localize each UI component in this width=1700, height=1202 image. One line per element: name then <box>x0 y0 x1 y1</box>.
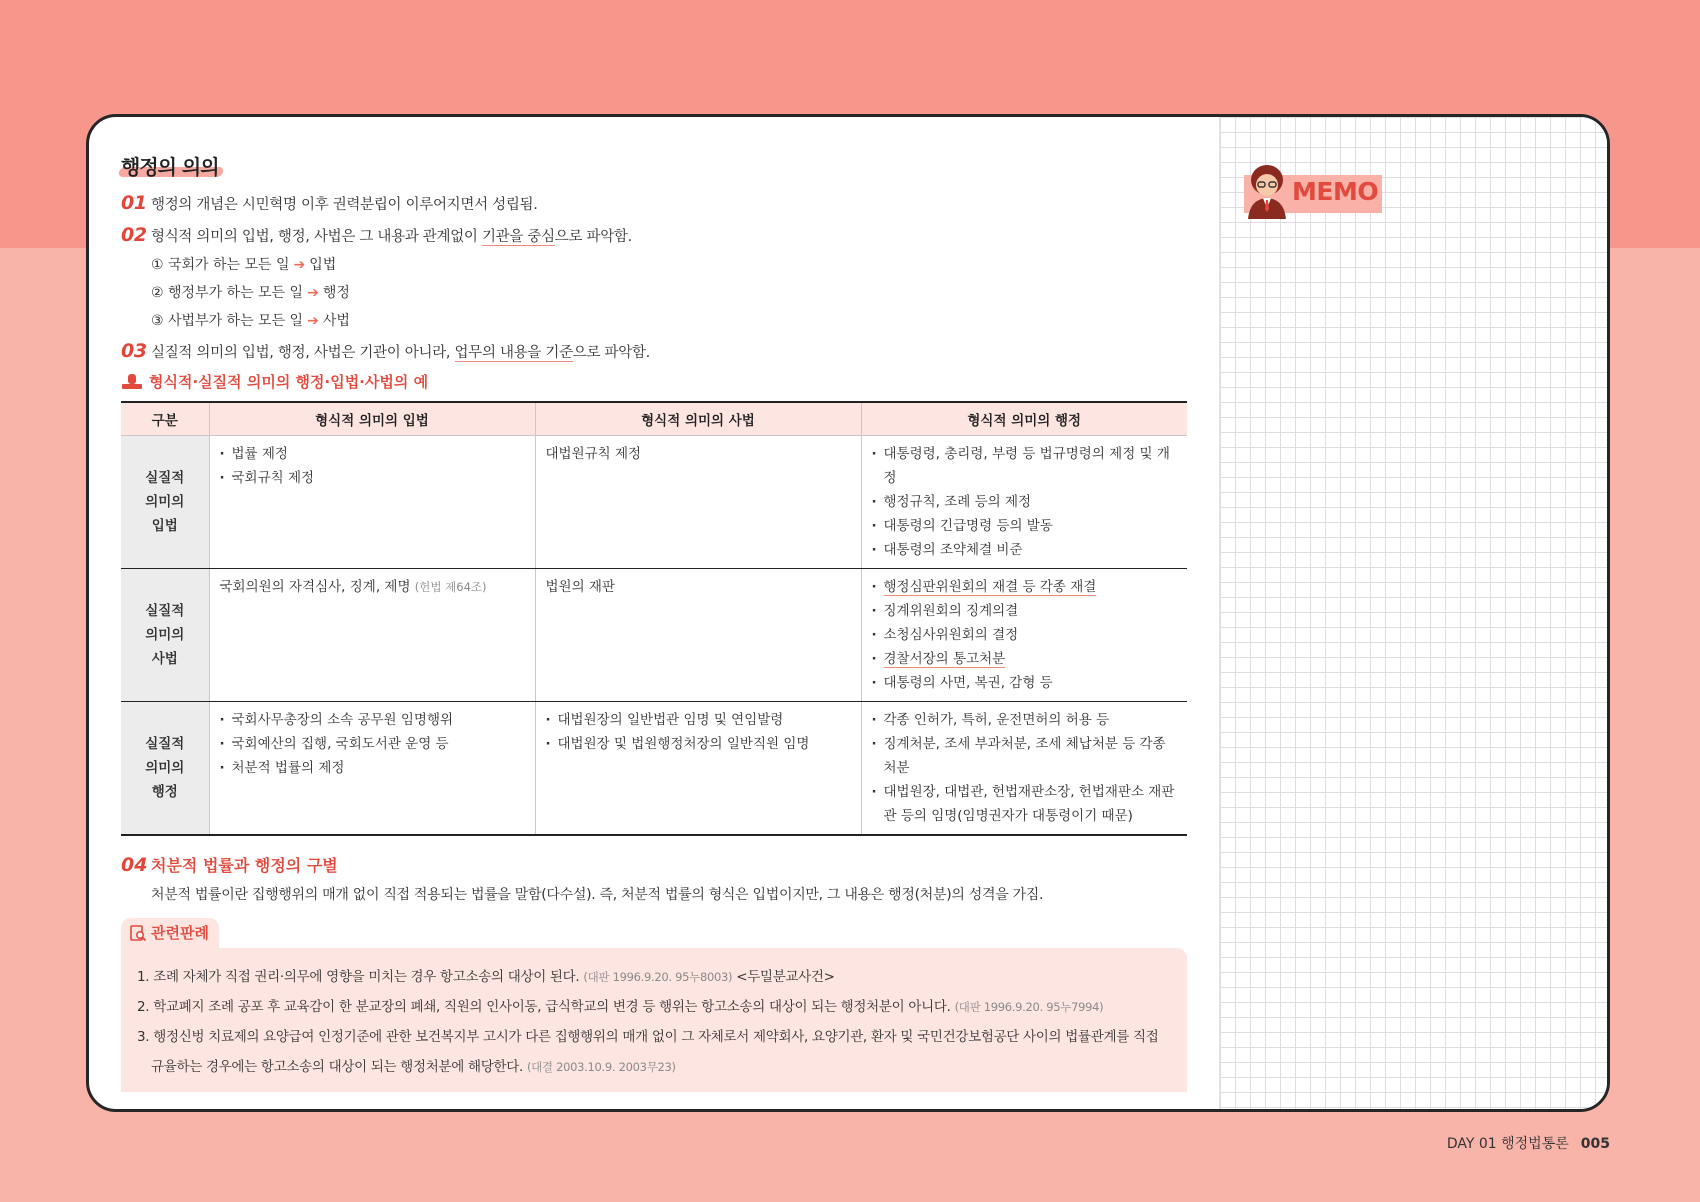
list-item: · 행정규칙, 조례 등의 제정 <box>872 490 1178 514</box>
arrow-right-icon: ➔ <box>307 313 319 329</box>
item-01: 01 행정의 개념은 시민혁명 이후 권력분립이 이루어지면서 성립됨. <box>121 187 1189 219</box>
case-citation: (대판 1996.9.20. 95누8003) <box>583 970 733 984</box>
sub-item-3: ③ 사법부가 하는 모든 일 ➔ 사법 <box>151 313 350 329</box>
list-item: · 대법원장, 대법관, 헌법재판소장, 헌법재판소 재판관 등의 임명(임명권자가 대통령이기 때문) <box>872 780 1178 828</box>
memo-grid-pane <box>1219 117 1610 1109</box>
list-item: · 징계위원회의 징계의결 <box>872 599 1178 623</box>
businessman-avatar-icon <box>1244 163 1290 219</box>
table-header: 형식적 의미의 행정 <box>861 402 1187 436</box>
list-item: · 대통령령, 총리령, 부령 등 법규명령의 제정 및 개정 <box>872 442 1178 490</box>
section-title: 행정의 의의 <box>121 151 1189 181</box>
list-item: · 행정심판위원회의 재결 등 각종 재결 <box>872 575 1178 599</box>
page-number: 005 <box>1580 1136 1610 1152</box>
table-row <box>121 436 1187 569</box>
table-row <box>121 702 1187 836</box>
section-04-body: 처분적 법률이란 집행행위의 매개 없이 직접 적용되는 법률을 말함(다수설). 즉, 처분적 법률의 형식은 입법이지만, 그 내용은 행정(처분)의 성격을 가짐. <box>151 887 1044 903</box>
arrow-right-icon: ➔ <box>307 285 319 301</box>
list-item: · 각종 인허가, 특허, 운전면허의 허용 등 <box>872 708 1178 732</box>
table-cell <box>209 702 535 836</box>
table-cell: 대법원규칙 제정 <box>535 436 861 569</box>
stamp-icon <box>121 372 143 390</box>
list-item: · 대법원장 및 법원행정처장의 일반직원 임명 <box>546 732 851 756</box>
memo-label: MEMO <box>1292 177 1379 206</box>
underlined-keyword: 기관을 중심 <box>481 229 555 245</box>
related-cases-tab: 관련판례 <box>121 918 219 948</box>
item-02: 02 형식적 의미의 입법, 행정, 사법은 그 내용과 관계없이 기관을 중심으로 파악함. <box>121 219 1189 251</box>
table-cell <box>535 702 861 836</box>
underlined-keyword: 업무의 내용을 기준 <box>454 345 573 361</box>
section-04-title: 04 처분적 법률과 행정의 구별 <box>121 850 1189 880</box>
item-number: 04 <box>121 854 148 876</box>
row-head: 실질적 의미의 행정 <box>121 702 209 836</box>
table-cell <box>861 436 1187 569</box>
page-footer <box>1447 1133 1610 1153</box>
table-header: 형식적 의미의 사법 <box>535 402 861 436</box>
table-row <box>121 569 1187 702</box>
list-item: · 국회규칙 제정 <box>220 466 525 490</box>
list-item: · 처분적 법률의 제정 <box>220 756 525 780</box>
table-header: 구분 <box>121 402 209 436</box>
item-number: 01 <box>121 192 147 214</box>
example-heading: 형식적·실질적 의미의 행정·입법·사법의 예 <box>121 367 1189 397</box>
row-head: 실질적 의미의 입법 <box>121 436 209 569</box>
list-item: · 경찰서장의 통고처분 <box>872 647 1178 671</box>
table-cell <box>861 702 1187 836</box>
comparison-table <box>121 401 1187 836</box>
list-item: · 법률 제정 <box>220 442 525 466</box>
table-header: 형식적 의미의 입법 <box>209 402 535 436</box>
item-number: 02 <box>121 224 147 246</box>
list-item: · 대법원장의 일반법관 임명 및 연임발령 <box>546 708 851 732</box>
page-card <box>86 114 1610 1112</box>
list-item: · 국회예산의 집행, 국회도서관 운영 등 <box>220 732 525 756</box>
case-citation: (대판 1996.9.20. 95누7994) <box>954 1000 1104 1014</box>
list-item: · 대통령의 조약체결 비준 <box>872 538 1178 562</box>
item-03: 03 실질적 의미의 입법, 행정, 사법은 기관이 아니라, 업무의 내용을 기준으로 파악함. <box>121 335 1189 367</box>
related-cases-box <box>121 948 1187 1092</box>
sub-item-2: ② 행정부가 하는 모든 일 ➔ 행정 <box>151 285 350 301</box>
table-cell: 국회의원의 자격심사, 징계, 제명 (헌법 제64조) <box>209 569 535 702</box>
row-head: 실질적 의미의 사법 <box>121 569 209 702</box>
case-item: 3. 행정신벙 치료제의 요양급여 인정기준에 관한 보건복지부 고시가 다른 집행행위의 매개 없이 그 자체로서 제약회사, 요양기관, 환자 및 국민건강보험공단 사이의 법률관계를 직접 규율하는 경우에는 항고소송의 대상이 되는 행정처분에 해당한다. (대결 2003.10.9. 2003무23) <box>137 1029 1159 1075</box>
list-item: · 대통령의 긴급명령 등의 발동 <box>872 514 1178 538</box>
item-number: 03 <box>121 340 147 362</box>
table-cell <box>209 436 535 569</box>
sub-item-1: ① 국회가 하는 모든 일 ➔ 입법 <box>151 257 337 273</box>
table-cell <box>861 569 1187 702</box>
list-item: · 대통령의 사면, 복권, 감형 등 <box>872 671 1178 695</box>
main-content <box>121 151 1189 1092</box>
case-citation: (대결 2003.10.9. 2003무23) <box>526 1060 676 1074</box>
arrow-right-icon: ➔ <box>293 257 306 273</box>
law-reference: (헌법 제64조) <box>414 580 487 594</box>
document-search-icon <box>129 924 147 942</box>
list-item: · 징계처분, 조세 부과처분, 조세 체납처분 등 각종 처분 <box>872 732 1178 780</box>
table-header-row <box>121 402 1187 436</box>
list-item: · 국회사무총장의 소속 공무원 임명행위 <box>220 708 525 732</box>
list-item: · 소청심사위원회의 결정 <box>872 623 1178 647</box>
case-item: 2. 학교폐지 조례 공포 후 교육감이 한 분교장의 폐쇄, 직원의 인사이동, 급식학교의 변경 등 행위는 항고소송의 대상이 되는 행정처분이 아니다. (대판 1996.9.20. 95누7994) <box>137 999 1104 1015</box>
case-item: 1. 조례 자체가 직접 권리·의무에 영향을 미치는 경우 항고소송의 대상이 된다. (대판 1996.9.20. 95누8003) <두밀분교사건> <box>137 969 835 985</box>
chapter-label: DAY 01 행정법통론 <box>1446 1136 1569 1152</box>
table-cell: 법원의 재판 <box>535 569 861 702</box>
